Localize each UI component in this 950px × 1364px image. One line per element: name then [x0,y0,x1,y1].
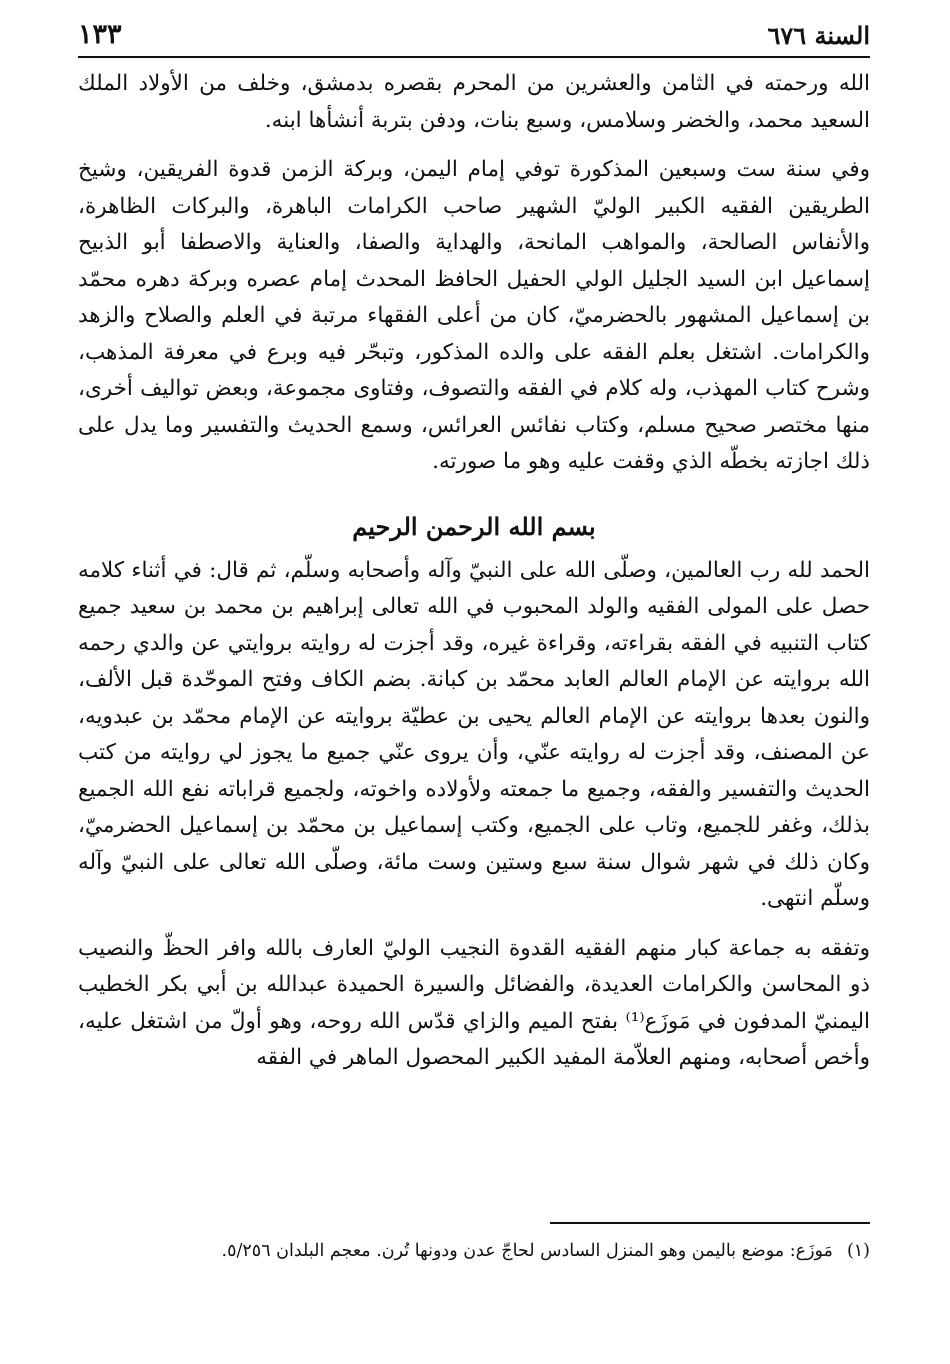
page-header [78,14,870,58]
footnote [78,1236,870,1266]
paragraph-1: الله ورحمته في الثامن والعشرين من المحرم بقصره بدمشق، وخلف من الأولاد الملك السعيد محمد، والخضر وسلامس، وسبع بنات، ودفن بتربة أنشأها ابنه. [78,71,870,133]
paragraph-3: الحمد لله رب العالمين، وصلّى الله على النبيّ وآله وأصحابه وسلّم، ثم قال: في أثناء كلامه حصل على المولى الفقيه والولد المحبوب في الله تعالى إبراهيم بن محمد بن سعيد جميع كتاب التنبيه في الفقه بقراءته، وقراءة غيره، وقد أجزت له روايته بروايتي عن والدي رحمه الله بروايته عن الإمام العالم العابد محمّد بن كبانة. بضم الكاف وفتح الموحّدة قبل الألف، والنون بعدها بروايته عن الإمام العالم يحيى بن عطيّة بروايته عن الإمام محمّد بن عبدويه، عن المصنف، وقد أجزت له روايته عنّي، وأن يروى عنّي جميع ما يجوز لي روايته من كتب الحديث والتفسير والفقه، وجميع ما جمعته ولأولاده واخوته، ولجميع قراباته نفع الله الجميع بذلك، وغفر للجميع، وتاب على الجميع، وكتب إسماعيل بن محمّد بن إسماعيل الحضرميّ، وكان ذلك في شهر شوال سنة سبع وستين وست مائة، وصلّى الله تعالى على النبيّ وآله وسلّم انتهى. [78,557,870,911]
main-text [78,66,870,1077]
page-number: ١٣٣ [78,19,122,50]
footnote-marker: (١) [846,1241,870,1261]
basmala-heading: بسم الله الرحمن الرحيم [352,511,596,541]
footnote-text: مَوزَع: موضع باليمن وهو المنزل السادس لحاجّ عدن ودونها تُرن. معجم البلدان ٥/٢٥٦. [221,1241,833,1261]
footnote-separator [550,1222,870,1224]
running-head: السنة ٦٧٦ [767,21,870,50]
paragraph-4: وتفقه به جماعة كبار منهم الفقيه القدوة النجيب الوليّ العارف بالله وافر الحظّ والنصيب ذو المحاسن والكرامات العديدة، والفضائل والسيرة الحميدة عبدالله بن أبي بكر الخطيب اليمنيّ المدفون في مَوزَع⁽¹⁾ بفتح الميم والزاي قدّس الله روحه، وهو أولّ من اشتغل عليه، وأخص أصحابه، ومنهم العلاّمة المفيد الكبير المحصول الماهر في الفقه [78,935,870,1070]
paragraph-2: وفي سنة ست وسبعين المذكورة توفي إمام اليمن، وبركة الزمن قدوة الفريقين، وشيخ الطريقين الفقيه الكبير الوليّ الشهير صاحب الكرامات الباهرة، والبركات الظاهرة، والأنفاس الصالحة، والمواهب المانحة، والهداية والصفا، والعناية والاصطفا أبو الذبيح إسماعيل ابن السيد الجليل الولي الحفيل الحافظ المحدث إمام عصره وبركة دهره محمّد بن إسماعيل المشهور بالحضرميّ، كان من أعلى الفقهاء مرتبة في العلم والصلاح والزهد والكرامات. اشتغل بعلم الفقه على والده المذكور، وتبحّر فيه وبرع في معرفة المذهب، وشرح كتاب المهذب، وله كلام في الفقه والتصوف، وفتاوى مجموعة، وبعض تواليف أخرى، منها مختصر صحيح مسلم، وكتاب نفائس العرائس، وسمع الحديث والتفسير وما يدل على ذلك اجازته بخطّه الذي وقفت عليه وهو ما صورته. [78,157,870,474]
